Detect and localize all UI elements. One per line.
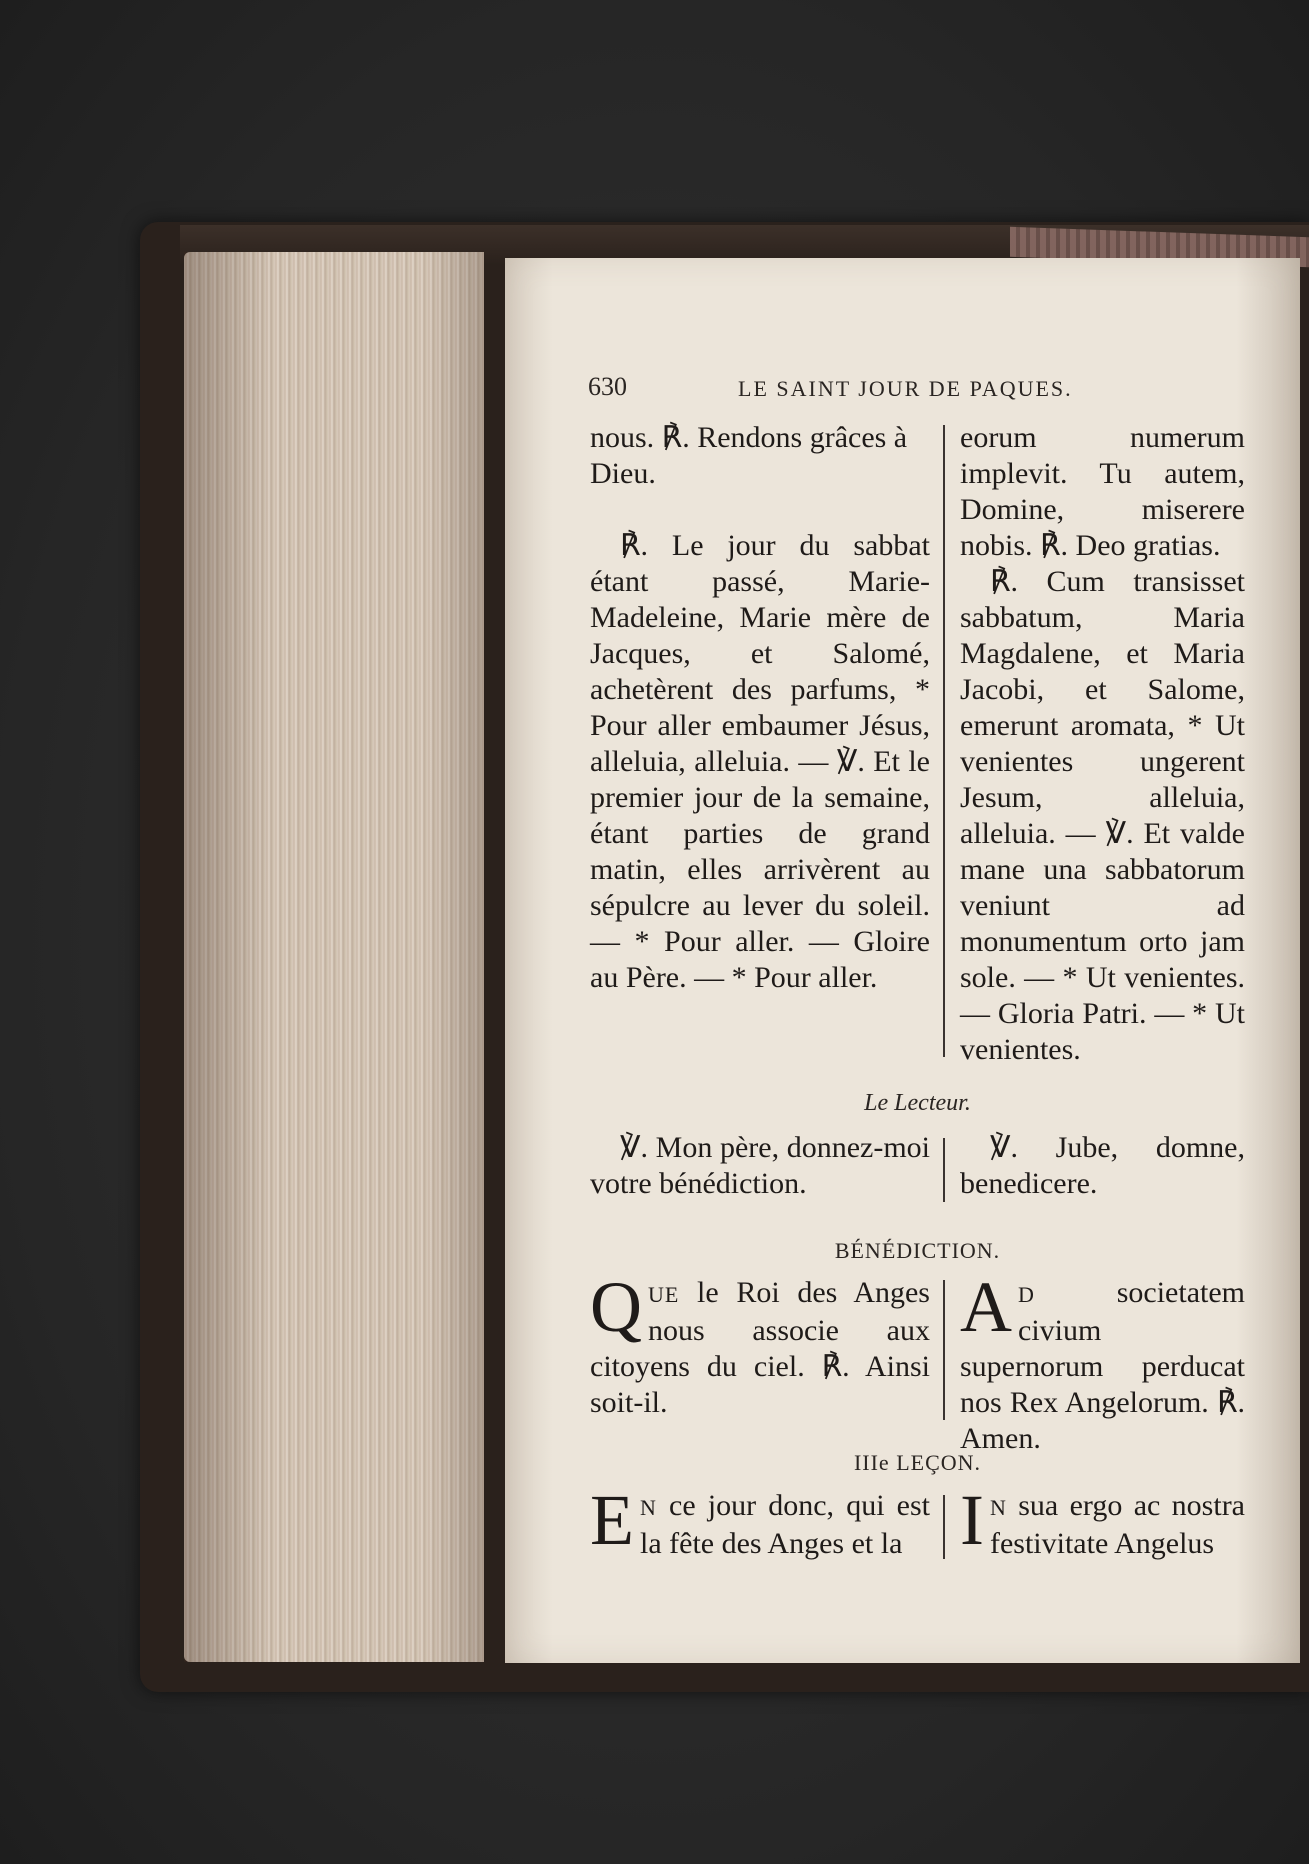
lesson3-french bbox=[590, 1480, 930, 1562]
benediction-latin-text bbox=[960, 1267, 1245, 1457]
lector-latin-text: ℣. Jube, domne, benedicere. bbox=[960, 1131, 1245, 1200]
running-header bbox=[588, 372, 1108, 408]
lesson3-french-text bbox=[590, 1480, 930, 1562]
french-paragraph-1: nous. ℟. Rendons grâces à Dieu. bbox=[590, 421, 908, 490]
benediction-latin-rest: societatem civium supernorum perducat nos Rex Angelorum. ℟. Amen. bbox=[960, 1276, 1245, 1455]
drop-cap-a: A bbox=[960, 1267, 1012, 1347]
latin-paragraph-1: eorum numerum implevit. Tu autem, Domine, miserere nobis. ℟. Deo gratias. bbox=[960, 421, 1245, 562]
page-number: 630 bbox=[588, 372, 627, 401]
lector-french-text: ℣. Mon père, donnez-moi votre bénédiction. bbox=[590, 1131, 930, 1200]
page-edges bbox=[184, 252, 484, 1662]
small-caps-n-latin: N bbox=[989, 1495, 1007, 1520]
small-caps-d: D bbox=[1018, 1282, 1035, 1307]
lesson3-latin-rest: sua ergo ac nostra festivitate Angelus bbox=[989, 1489, 1245, 1560]
benediction-latin bbox=[960, 1267, 1245, 1457]
french-column-1 bbox=[590, 420, 930, 996]
benediction-french bbox=[590, 1267, 930, 1421]
column-divider-3 bbox=[943, 1280, 945, 1420]
lector-latin bbox=[960, 1130, 1245, 1202]
column-divider-2 bbox=[943, 1138, 945, 1202]
latin-paragraph-2: ℟. Cum transisset sabbatum, Maria Magdalene, et Maria Jacobi, et Salome, emerunt aromata, * Ut venientes ungerent Jesum, alleluia, alleluia. — ℣. Et valde mane una sabbatorum veniunt ad monumentum orto jam sole. — * Ut venientes. — Gloria Patri. — * Ut venientes. bbox=[960, 565, 1245, 1066]
french-paragraph-2: ℟. Le jour du sabbat étant passé, Marie-Madeleine, Marie mère de Jacques, et Salomé, achetèrent des parfums, * Pour aller embaumer Jésus, alleluia, alleluia. — ℣. Et le premier jour de la semaine, étant parties de grand matin, elles arrivèrent au sépulcre au lever du soleil. — * Pour aller. — Gloire au Père. — * Pour aller. bbox=[590, 529, 930, 994]
benediction-french-rest: le Roi des Anges nous associe aux citoyens du ciel. ℟. Ainsi soit-il. bbox=[590, 1276, 930, 1419]
running-title: LE SAINT JOUR DE PAQUES. bbox=[738, 376, 1073, 401]
latin-column-1 bbox=[960, 420, 1245, 1068]
benediction-label: BÉNÉDICTION. bbox=[834, 1238, 1001, 1263]
lesson3-label: IIIe LEÇON. bbox=[853, 1450, 982, 1475]
lesson3-french-rest: ce jour donc, qui est la fête des Anges et la bbox=[639, 1489, 930, 1560]
drop-cap-e: E bbox=[590, 1480, 634, 1560]
benediction-french-text bbox=[590, 1267, 930, 1421]
small-caps-ue: UE bbox=[648, 1282, 680, 1307]
drop-cap-q: Q bbox=[590, 1267, 642, 1347]
drop-cap-i: I bbox=[960, 1480, 984, 1560]
small-caps-n: N bbox=[639, 1495, 657, 1520]
lector-french bbox=[590, 1130, 930, 1202]
column-divider-4 bbox=[943, 1495, 945, 1559]
lector-label: Le Lecteur. bbox=[864, 1090, 971, 1116]
lesson3-latin bbox=[960, 1480, 1245, 1562]
column-divider-1 bbox=[943, 425, 945, 1057]
lesson3-latin-text bbox=[960, 1480, 1245, 1562]
